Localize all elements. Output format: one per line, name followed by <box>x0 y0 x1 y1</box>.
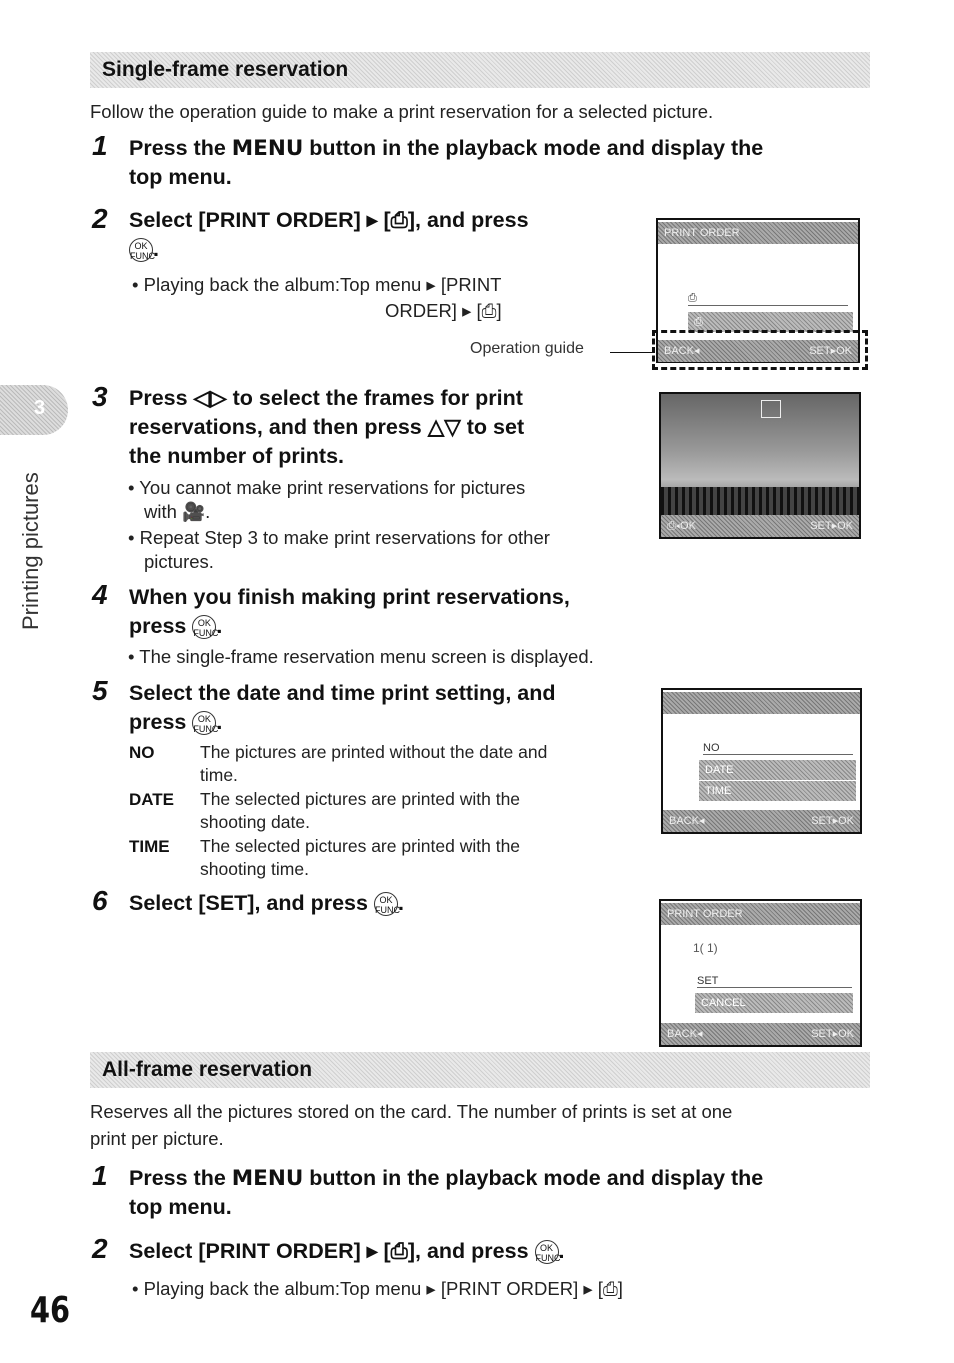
all-intro: Reserves all the pictures stored on the card. The number of prints is set at one print per picture. <box>90 1101 733 1149</box>
screen-set-confirm <box>659 899 862 1047</box>
screen-photo-preview <box>659 392 861 539</box>
single-step2-bullet-a: • Playing back the album:Top menu ▸ [PRINT <box>132 274 502 295</box>
menu-item-cancel: CANCEL <box>695 993 853 1013</box>
screen-guide-bar: BACK◂ SET▸OK <box>661 1023 860 1045</box>
menu-item-set: SET <box>697 975 852 988</box>
chapter-tab <box>0 385 68 435</box>
option-def-no: The pictures are printed without the date and time. <box>200 742 548 785</box>
ok-func-icon: OK FUNC <box>374 892 398 916</box>
print-icon <box>761 400 781 418</box>
screen-title-bar: PRINT ORDER <box>658 222 858 244</box>
section-title-all: All-frame reservation <box>90 1052 870 1088</box>
single-step3: Press ◁▷ to select the frames for print reservations, and then press △▽ to set the number of prints. <box>129 386 525 468</box>
chapter-label: Printing pictures <box>18 472 43 630</box>
screen-guide-bar: ⎙◂OK SET▸OK <box>661 515 859 537</box>
single-step6: Select [SET], and press OK FUNC. <box>129 891 404 916</box>
chapter-number: 3 <box>34 397 46 419</box>
option-term-date: DATE <box>129 790 175 809</box>
operation-guide-line <box>610 352 655 353</box>
step-number: 1 <box>92 1160 108 1191</box>
single-step5: Select the date and time print setting, and press OK FUNC. <box>129 681 556 735</box>
single-step2: Select [PRINT ORDER] ▸ [⎙], and press OK FUNC. <box>129 208 529 262</box>
menu-item-no: NO <box>703 742 853 755</box>
menu-item-time: TIME <box>699 781 856 801</box>
ok-func-icon: OK FUNC <box>192 615 216 639</box>
screen-date-menu <box>661 688 862 834</box>
section-title-single: Single-frame reservation <box>90 52 870 88</box>
print-count: 1( 1) <box>693 941 718 955</box>
menu-item-single: ⎙ <box>688 292 848 306</box>
single-step4-bullet: • The single-frame reservation menu screen is displayed. <box>128 646 594 667</box>
single-step3-bullet1-a: • You cannot make print reservations for pictures <box>128 477 526 498</box>
all-step2: Select [PRINT ORDER] ▸ [⎙], and press OK FUNC. <box>129 1239 565 1264</box>
screen-title-bar: PRINT ORDER <box>661 903 860 925</box>
step-number: 1 <box>92 130 108 161</box>
step-number: 3 <box>92 381 108 412</box>
single-step2-bullet-b: ORDER] ▸ [⎙] <box>385 300 502 321</box>
menu-item-all-selected: ⎙ <box>688 312 853 332</box>
operation-guide-highlight <box>652 330 868 370</box>
option-term-time: TIME <box>129 837 170 856</box>
single-step4: When you finish making print reservations, press OK FUNC. <box>129 585 570 639</box>
single-step1: Press the MENU button in the playback mode and display the top menu. <box>129 136 764 189</box>
single-intro: Follow the operation guide to make a print reservation for a selected picture. <box>90 101 714 122</box>
single-step3-bullet1-b: with 🎥. <box>144 501 211 522</box>
single-step3-bullet2-b: pictures. <box>144 551 214 572</box>
option-def-time: The selected pictures are printed with the shooting time. <box>200 836 521 879</box>
option-term-no: NO <box>129 743 155 762</box>
operation-guide-label: Operation guide <box>470 340 584 357</box>
photo-treeline <box>661 487 859 517</box>
step-number: 2 <box>92 1233 108 1264</box>
ok-func-icon: OK FUNC <box>192 711 216 735</box>
screen-guide-bar: BACK◂ SET▸OK <box>658 340 858 362</box>
ok-func-icon: OK FUNC <box>129 238 153 262</box>
ok-func-icon: OK FUNC <box>535 1240 559 1264</box>
step-number: 2 <box>92 203 108 234</box>
all-step2-bullet: • Playing back the album:Top menu ▸ [PRINT ORDER] ▸ [⎙] <box>132 1278 623 1299</box>
all-step1: Press the MENU button in the playback mode and display the top menu. <box>129 1166 764 1219</box>
screen-title-bar <box>663 692 860 714</box>
step-number: 6 <box>92 885 108 916</box>
step-number: 5 <box>92 675 108 706</box>
option-def-date: The selected pictures are printed with the shooting date. <box>200 789 521 832</box>
screen-guide-bar: BACK◂ SET▸OK <box>663 810 860 832</box>
menu-item-date: DATE <box>699 760 856 780</box>
page-number: 46 <box>30 1290 71 1331</box>
single-step3-bullet2-a: • Repeat Step 3 to make print reservations for other <box>128 527 550 548</box>
step-number: 4 <box>92 579 108 610</box>
